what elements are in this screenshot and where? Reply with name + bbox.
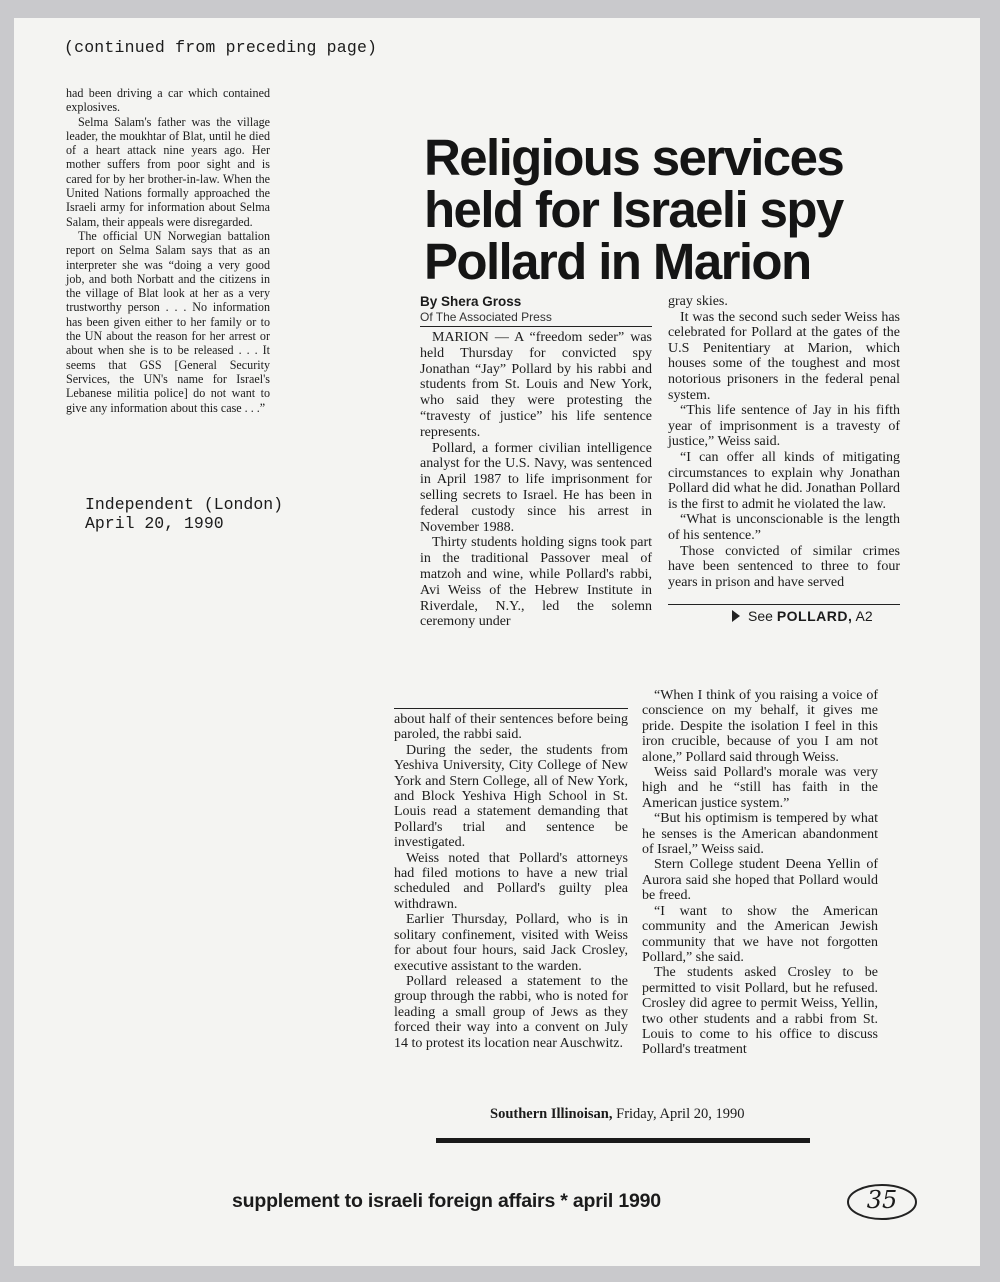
paragraph: Earlier Thursday, Pollard, who is in solitary confinement, visited with Weiss for about four hours, said Jack Crosley, executive assistant to the warden. (394, 912, 628, 974)
paragraph: “What is unconscionable is the length of his sentence.” (668, 512, 900, 543)
article-byline: By Shera Gross (420, 294, 522, 309)
paragraph: Pollard released a statement to the group through the rabbi, who is noted for leading a small group of Jews as they forced their way into a convent on July 14 to protest its location near Auschwitz. (394, 973, 628, 1051)
paragraph: It was the second such seder Weiss has celebrated for Pollard at the gates of the U.S Penitentiary at Marion, which houses some of the toughest and most notorious prisoners in the federal penal system. (668, 309, 900, 403)
paragraph: “But his optimism is tempered by what he senses is the American abandonment of Israel,” Weiss said. (642, 811, 878, 858)
source-date: April 20, 1990 (85, 514, 224, 533)
jump-keyword: POLLARD, (776, 608, 853, 624)
left-source-citation (85, 495, 283, 533)
paragraph: gray skies. (668, 294, 728, 309)
arrow-right-icon (732, 610, 740, 622)
paragraph: Weiss said Pollard's morale was very high and he “still has faith in the American justice system.” (642, 765, 878, 811)
source-publication: Independent (London) (85, 495, 284, 514)
paragraph: “This life sentence of Jay in his fifth year of imprisonment is a travesty of justice,” Weiss said. (668, 403, 900, 450)
jump-rule (668, 604, 900, 605)
paragraph: The official UN Norwegian battalion report on Selma Salam says that as an interpreter she was “doing a very good job, and both Norbatt and the citizens in the village of Blat look at her as a very trustworthy person . . . No information has been given either to her family or to the UN about the reason for her arrest or about when she is to be released . . . It seems that GSS [General Security Services, the UN's name for Israel's Lebanese militia police] do not want to give any information about this case . . .” (66, 228, 270, 415)
paragraph: Stern College student Deena Yellin of Aurora said she hoped that Pollard would be freed. (642, 857, 878, 904)
paragraph: “I can offer all kinds of mitigating circumstances to explain why Jonathan Pollard did what he did. Jonathan Pollard is the first to admit he violated the law. (668, 449, 900, 512)
continuation-column-left (394, 712, 628, 1051)
article-byline-org: Of The Associated Press (420, 310, 552, 324)
page-number-text: 35 (866, 1186, 898, 1214)
continuation-rule (394, 708, 628, 709)
newspaper-dateline (490, 1106, 744, 1123)
supplement-footer: supplement to israeli foreign affairs * april 1990 (232, 1190, 661, 1212)
jump-reference (732, 608, 873, 624)
paragraph: During the seder, the students from Yeshiva University, City College of New York and Stern College, all of New York, and Block Yeshiva High School in St. Louis read a statement demanding that Pollard's trial and sentence be investigated. (394, 742, 628, 851)
jump-see-label: See (748, 608, 773, 624)
dateline-date: Friday, April 20, 1990 (616, 1106, 745, 1122)
byline-rule (420, 326, 652, 327)
paragraph: Selma Salam's father was the village leader, the moukhtar of Blat, until he died of a heart attack nine years ago. Her mother suffers from poor sight and is cared for by her brother-in-law. When the United Nations formally approached the Israeli army for information about Selma Salam, their appeals were disregarded. (66, 114, 270, 229)
paragraph: MARION — A “freedom seder” was held Thursday for convicted spy Jonathan “Jay” Pollard by his rabbi and students from St. Louis and New York, who said they were protesting the “travesty of justice” his life sentence represents. (420, 330, 652, 440)
paragraph: Pollard, a former civilian intelligence analyst for the U.S. Navy, was sentenced in April 1987 to life imprisonment for selling secrets to Israel. He has been in federal custody since his arrest in November 1988. (420, 440, 652, 535)
continued-header: (continued from preceding page) (64, 38, 378, 57)
page-number (845, 1180, 919, 1222)
paragraph: Those convicted of similar crimes have been sentenced to three to four years in prison and have served (668, 543, 900, 590)
paragraph: Weiss noted that Pollard's attorneys had filed motions to have a new trial scheduled and Pollard's guilty plea withdrawn. (394, 850, 628, 912)
article-column-middle (420, 330, 652, 630)
dateline-paper: Southern Illinoisan, (490, 1106, 613, 1122)
article-column-right (668, 294, 900, 590)
article-headline: Religious services held for Israeli spy Pollard in Marion (424, 129, 844, 290)
paragraph: had been driving a car which contained explosives. (66, 86, 270, 115)
left-article-column (66, 86, 270, 415)
paragraph: “When I think of you raising a voice of conscience on my behalf, it gives me pride. Despite the isolation I feel in this iron crucible, because of you I am not alone,” Pollard said through Weiss. (642, 688, 878, 765)
paragraph: The students asked Crosley to be permitted to visit Pollard, but he refused. Crosley did agree to permit Weiss, Yellin, two other students and a rabbi from St. Louis to come to his office to discuss Pollard's treatment (642, 965, 878, 1058)
paragraph: “I want to show the American community and the American Jewish community that we have not forgotten Pollard,” she said. (642, 903, 878, 965)
continuation-column-right (642, 688, 878, 1058)
jump-page: A2 (855, 608, 873, 624)
paragraph: about half of their sentences before being paroled, the rabbi said. (394, 712, 628, 743)
paragraph: Thirty students holding signs took part in the traditional Passover meal of matzoh and wine, while Pollard's rabbi, Avi Weiss of the Hebrew Institute in Riverdale, N.Y., led the solemn ceremony under (420, 535, 652, 630)
dateline-rule (436, 1138, 810, 1143)
